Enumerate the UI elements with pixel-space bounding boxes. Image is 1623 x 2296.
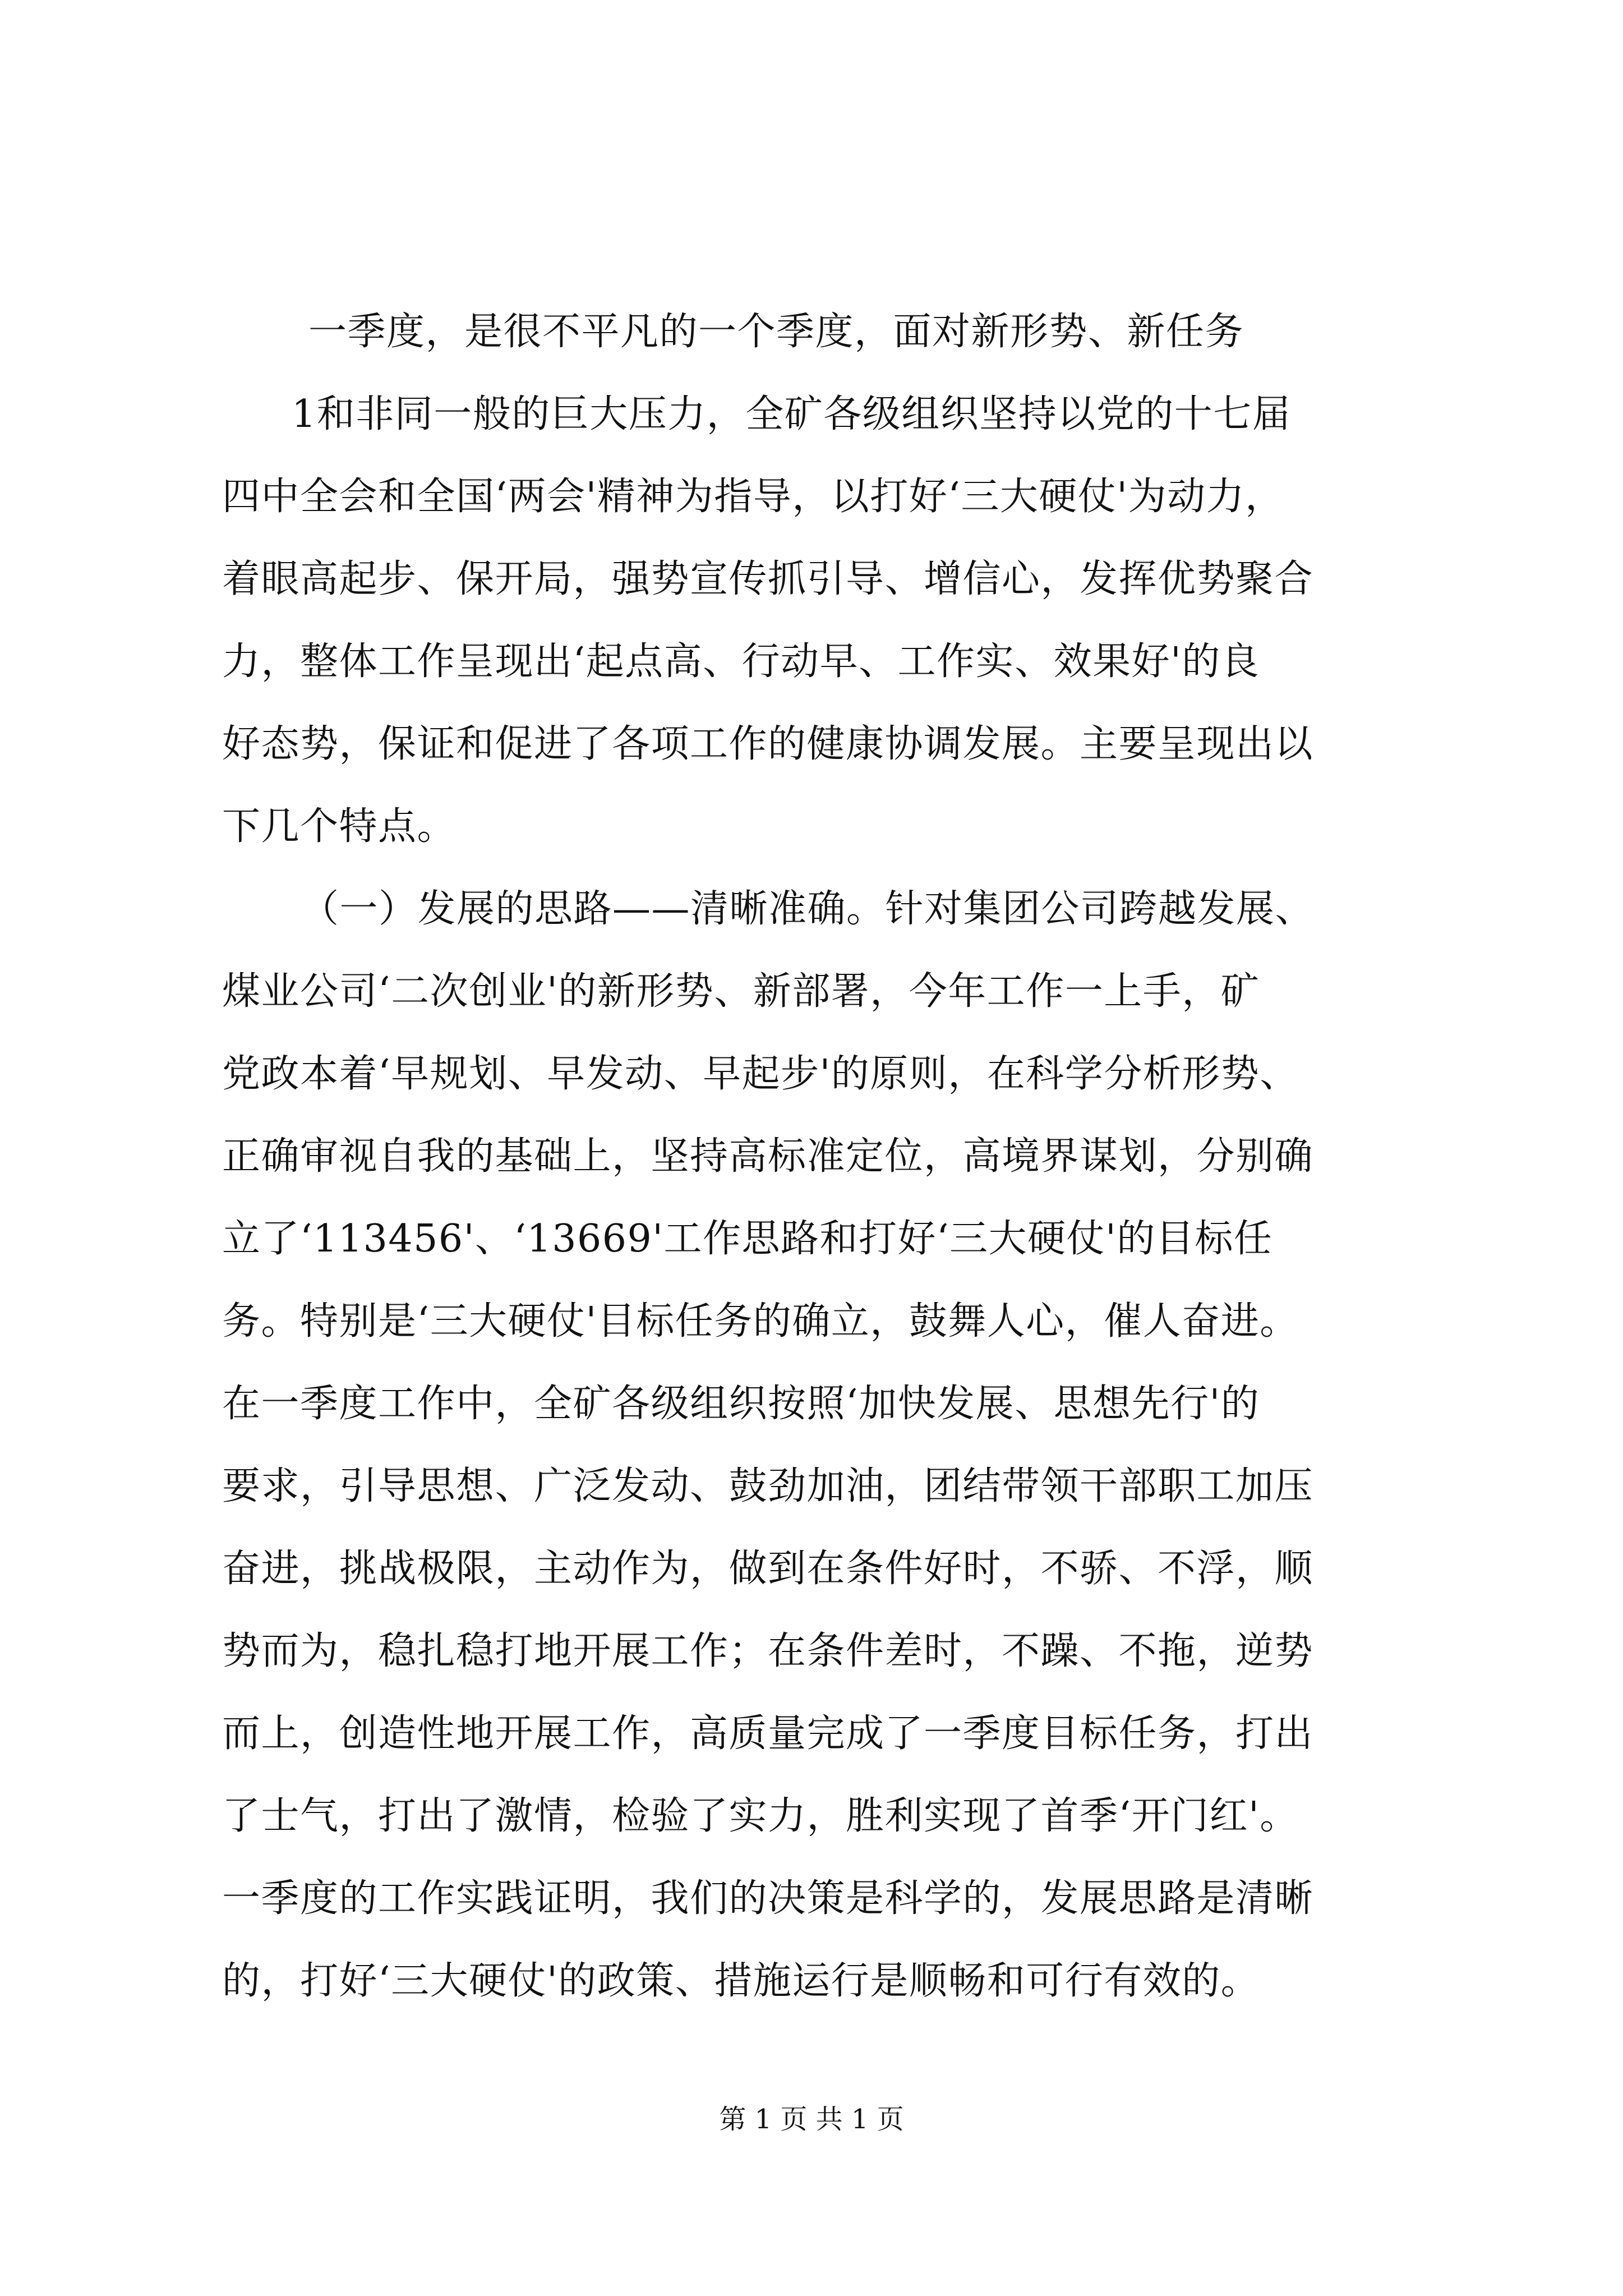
text-line: 一季度的工作实践证明，我们的决策是科学的，发展思路是清晰 — [222, 1876, 1314, 1921]
text-line: 在一季度工作中，全矿各级组织按照‘加快发展、思想先行'的 — [222, 1382, 1260, 1426]
text-line: 奋进，挑战极限，主动作为，做到在条件好时，不骄、不浮，顺 — [222, 1547, 1314, 1591]
text-line: 四中全会和全国‘两会'精神为指导，以打好‘三大硬仗'为动力， — [222, 475, 1284, 519]
text-line: （一）发展的思路——清晰准确。针对集团公司跨越发展、 — [301, 887, 1315, 931]
text-line: 煤业公司‘二次创业'的新形势、新部署，今年工作一上手，矿 — [222, 969, 1260, 1014]
text-line: 而上，创造性地开展工作，高质量完成了一季度目标任务，打出 — [222, 1711, 1314, 1756]
text-line: 的，打好‘三大硬仗'的政策、措施运行是顺畅和可行有效的。 — [222, 1959, 1260, 2003]
text-line: 党政本着‘早规划、早发动、早起步'的原则，在科学分析形势、 — [222, 1052, 1299, 1096]
text-line: 力，整体工作呈现出‘起点高、行动早、工作实、效果好'的良 — [222, 639, 1260, 684]
text-line: 1和非同一般的巨大压力，全矿各级组织坚持以党的十七届 — [292, 392, 1292, 436]
text-line: 好态势，保证和促进了各项工作的健康协调发展。主要呈现出以 — [222, 722, 1314, 766]
text-line: 着眼高起步、保开局，强势宣传抓引导、增信心，发挥优势聚合 — [222, 557, 1314, 601]
text-line: 务。特别是‘三大硬仗'目标任务的确立，鼓舞人心，催人奋进。 — [222, 1299, 1299, 1343]
text-line: 一季度，是很不平凡的一个季度，面对新形势、新任务 — [308, 310, 1244, 354]
text-line: 要求，引导思想、广泛发动、鼓劲加油，团结带领干部职工加压 — [222, 1464, 1314, 1508]
text-line: 下几个特点。 — [222, 804, 457, 849]
text-line: 立了‘113456'、‘13669'工作思路和打好‘三大硬仗'的目标任 — [222, 1217, 1273, 1261]
page-footer: 第 1 页 共 1 页 — [719, 2104, 904, 2135]
text-line: 了士气，打出了激情，检验了实力，胜利实现了首季‘开门红'。 — [222, 1794, 1299, 1838]
text-line: 势而为，稳扎稳打地开展工作；在条件差时，不躁、不拖，逆势 — [222, 1629, 1314, 1673]
text-line: 正确审视自我的基础上，坚持高标准定位，高境界谋划，分别确 — [222, 1134, 1314, 1179]
